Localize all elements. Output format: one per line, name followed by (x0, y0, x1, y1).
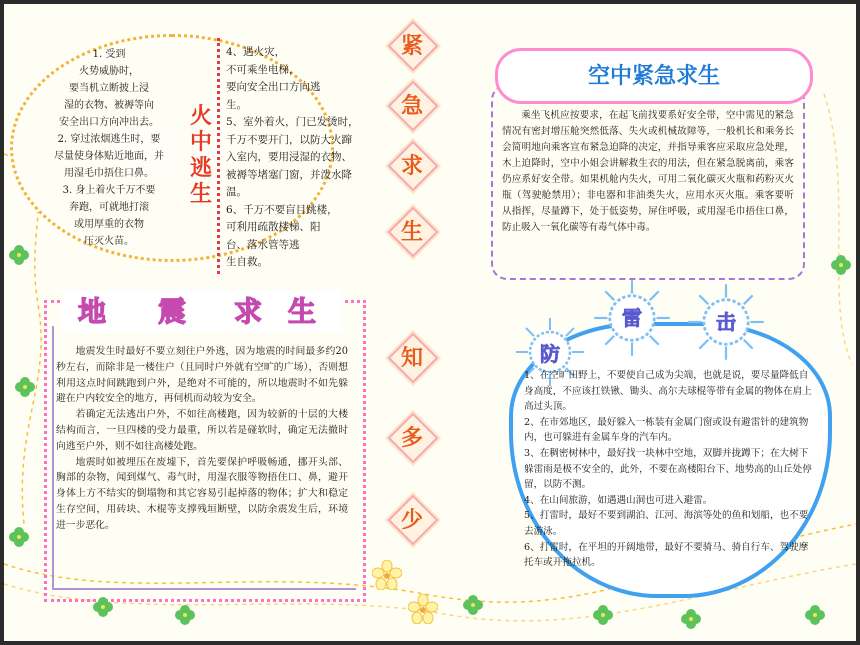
earthquake-paragraph: 地震时如被埋压在废墟下，首先要保护呼吸畅通，挪开头部、胸部的杂物，闻到煤气、毒气时，用湿衣服等物捂住口、鼻，避开身体上方不结实的倒塌物和其它容易引起掉落的物体；扩大和稳定生存空间，用砖块、木棍等支撑残垣断壁，以防余震发生后，环境进一步恶化。 (56, 456, 348, 531)
main-title-char: 多 (389, 414, 435, 460)
clover-icon (14, 376, 36, 398)
thunder-item: 6、打雷时，在平坦的开阔地带，最好不要骑马、骑自行车、驾驶摩托车或开拖拉机。 (524, 541, 809, 569)
thunder-item: 4、在山间旅游，如遇遇山洞也可进入避雷。 (524, 494, 713, 506)
earthquake-paragraph: 若确定无法逃出户外，不如往高楼跑，因为较新的十层的大楼结构而言，一旦四楼的受力最重，所以若是碰软时，确定无法撤时向逃至户外，则不如往高楼处跑。 (56, 409, 348, 452)
earthquake-title-char: 求 (234, 295, 263, 328)
earthquake-paragraph: 地震发生时最好不要立刻往户外逃，因为地震的时间最多约20秒左右，而除非是一楼住户（且同时户外就有空旷的广场），否则想利用这点时间跳跑到户外，是绝对不可能的，所以地震时不如先躲避在户内较安全的地方，再伺机而动较为安全。 (56, 346, 348, 405)
clover-icon (592, 604, 614, 626)
earthquake-title-char: 震 (158, 295, 187, 328)
thunder-item: 3、在稠密树林中，最好找一块林中空地，双脚并拢蹲下；在大树下躲雷雨是极不安全的，此外，不要在高楼阳台下、地势高的山丘处停留，以防不测。 (524, 447, 812, 491)
fire-tips-right: 4、遇火灾， 不可乘坐电梯， 要向安全出口方向逃 生。 5、室外着火，门已发烫时， 千万不要开门，以防大火蹿 入室内，要用浸湿的衣物、 被褥等堵塞门窗，并泼水降 温。 6、千万不要盲目跳楼， 可利用疏散楼梯、阳 台、落水管等逃 生自救。 (226, 46, 359, 268)
clover-icon (174, 604, 196, 626)
clover-icon (680, 608, 702, 630)
clover-icon (804, 604, 826, 626)
clover-icon (92, 596, 114, 618)
earthquake-section-text (56, 344, 348, 534)
flower-icon (408, 594, 438, 624)
clover-icon (8, 244, 30, 266)
air-section-header (495, 48, 813, 104)
fire-tips-left: 1. 受到 火势威胁时， 要当机立断披上浸 湿的衣物、被褥等向 安全出口方向冲出去。 2. 穿过浓烟逃生时，要 尽量使身体贴近地面，并 用湿毛巾捂住口鼻。 3. 身上着火千万不要 奔跑，可就地打滚 或用厚重的衣物 压灭火苗。 (54, 49, 164, 247)
thunder-item: 2、在市郊地区，最好躲入一栋装有金属门窗或设有避雷针的建筑物内，也可躲进有金属车身的汽车内。 (524, 416, 809, 444)
main-title-char: 少 (389, 496, 435, 542)
air-section-text: 乘坐飞机应按要求，在起飞前找要系好安全带，空中需见的紧急情况有密封增压舱突然低落、失火或机械故障等，一般机长和乘务长会简明地向乘客宣布紧急迫降的决定，并指导乘客应采取应急处理，木上迫降时，空中小姐会讲解救生衣的用法，但在紧急脱离前，乘客仍应系好安全带。如果机舱内失火，可用二氧化碳灭火瓶和药粉灭火瓶（驾驶舱禁用）；非电器和非油类失火，应用水灭火瓶。乘客要听从指挥，尽量蹲下，处于低姿势，屏住呼吸，或用湿毛巾捂住口鼻，防止吸入一氧化碳等有毒气体中毒。 (502, 110, 794, 233)
thunder-section-text (524, 368, 814, 571)
clover-icon (8, 526, 30, 548)
main-title-char: 生 (389, 208, 435, 254)
earthquake-title-char: 地 (78, 295, 107, 328)
thunder-item: 5、打雷时，最好不要到湖泊、江河、海滨等处的鱼和划船，也不要去游泳。 (524, 510, 809, 537)
earthquake-title-char: 生 (288, 295, 317, 328)
main-title-char: 紧 (389, 22, 435, 68)
clover-icon (462, 594, 484, 616)
main-title-char: 知 (389, 334, 435, 380)
clover-icon (830, 254, 852, 276)
fire-section-divider (217, 38, 220, 274)
flower-icon (372, 560, 402, 590)
air-section-title: 空中紧急求生 (587, 64, 720, 89)
main-title-char: 求 (389, 142, 435, 188)
earthquake-section-title (62, 290, 342, 332)
poster-page: 火中逃生 1. 受到 火势威胁时， 要当机立断披上浸 湿的衣物、被褥等向 安全出口方向冲出去。 2. 穿过浓烟逃生时，要 尽量使身体贴近地面，并 用湿毛巾捂住口鼻。 3. 身上着火千万不要 奔跑，可就地打滚 或用厚重的衣物 压灭火苗。 4、遇火灾， 不可乘坐电梯， 要向安全出口方向逃 生。 5、室外着火，门已发烫时， 千万不要开门，以防大火蹿 入室内，要用浸湿的衣物、 被褥等堵塞门窗，并泼水降 温。 6、千万不要盲目跳楼， 可利用疏散楼梯、阳 台、落水管等逃 生自救。 紧 急 求 生 知 多 少 空中紧急求生 乘坐飞机应按要求，在起飞前找要系好安全带，空中需见的紧急情况有密封增压舱突然低落、失火或机械故障等，一般机长和乘务长会简明地向乘客宣布紧急迫降的决定，并指导乘客应采取应急处理，木上迫降时，空中小姐会讲解救生衣的用法，但在紧急脱离前，乘客仍应系好安全带。如果机舱内失火，可用二氧化碳灭火瓶和药粉灭火瓶（驾驶舱禁用）；非电器和非油类失火，应用水灭火瓶。乘客要听从指挥，尽量蹲下，处于低姿势，屏住呼吸，或用湿毛巾捂住口鼻，防止吸入一氧化碳等有毒气体中毒。 地 震 求 生 地震发生时最好不要立刻往户外逃，因为地震的时间最多约20秒左右，而除非是一楼住户（且同时户外就有空旷的广场），否则想利用这点时间跳跑到户外，是绝对不可能的，所以地震时不如先躲避在户内较安全的地方，再伺机而动较为安全。 若确定无法逃出户外，不如往高楼跑，因为较新的十层的大楼结构而言，一旦四楼的受力最重，所以若是碰软时，确定无法撤时向逃至户外，则不如往高楼处跑。 地震时如被埋压在废墟下，首先要保护呼吸畅通，挪开头部、胸部的杂物，闻到煤气、毒气时，用湿衣服等物捂住口、鼻，避开身体上方不结实的倒塌物和其它容易引起掉落的物体；扩大和稳定生存空间，用砖块、木棍等支撑残垣断壁，以防余震发生后，环境进一步恶化。 防 雷 击 1、在空旷田野上，不要使自己成为尖端，也就是说，要尽量降低自身高度，不应该扛铁锹、锄头、高尔夫球棍等带有金属的物体在肩上高过头顶。 2、在市郊地区，最好躲入一栋装有金属门窗或设有避雷针的建筑物内，也可躲进有金属车身的汽车内。 3、在稠密树林中，最好找一块林中空地，双脚并拢蹲下；在大树下躲雷雨是极不安全的，此外，不要在高楼阳台下、地势高的山丘处停留，以防不测。 4、在山间旅游，如遇遇山洞也可进入避雷。 5、打雷时，最好不要到湖泊、江河、海滨等处的鱼和划船，也不要去游泳。 6、打雷时，在平坦的开阔地带，最好不要骑马、骑自行车、驾驶摩托车或开拖拉机。 (4, 4, 856, 641)
main-title-char: 急 (389, 82, 435, 128)
fire-section-title: 火中逃生 (190, 104, 213, 207)
thunder-item: 1、在空旷田野上，不要使自己成为尖端，也就是说，要尽量降低自身高度，不应该扛铁锹、锄头、高尔夫球棍等带有金属的物体在肩上高过头顶。 (524, 370, 812, 413)
